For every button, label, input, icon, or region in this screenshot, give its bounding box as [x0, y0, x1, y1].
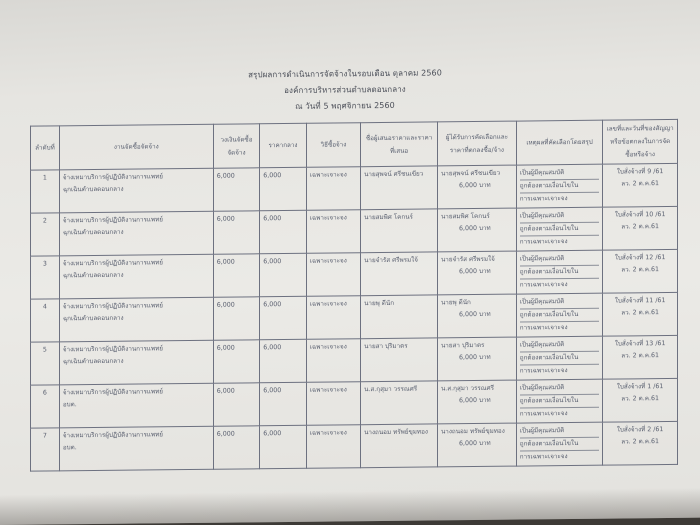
contract-date: ลว. 2 ต.ค.61 [621, 309, 660, 317]
item-line-1: จ้างเหมาบริการผู้ปฏิบัติงานการแพทย์ [62, 259, 163, 268]
reason-line-3: การเฉพาะเจาะจง [519, 453, 568, 461]
row-item [59, 340, 213, 385]
col-header-method: วิธีซื้อจ้าง [306, 123, 360, 168]
reason-line-3: การเฉพาะเจาะจง [519, 410, 568, 418]
row-winner [437, 251, 516, 295]
table-row [31, 421, 678, 471]
row-reason [516, 164, 603, 208]
item-line-2: ฉุกเฉินตำบลดอนกลาง [62, 314, 124, 323]
reason-line-2: ถูกต้องตามเงื่อนไขใน [520, 438, 600, 452]
row-method: เฉพาะเจาะจง [306, 339, 360, 383]
row-bidder: นายสา ปุริมาตร [361, 338, 438, 382]
col-header-price: ราคากลาง [260, 123, 307, 167]
row-reason [516, 336, 603, 380]
winner-amount: 6,000 บาท [458, 439, 491, 448]
row-item [59, 297, 213, 342]
reason-line-1: เป็นผู้มีคุณสมบัติ [520, 382, 600, 396]
winner-name: นายสุพจน์ ศรีชนเขียว [440, 169, 501, 178]
row-bidder: นายสุพจน์ ศรีชนเขียว [361, 166, 438, 210]
row-method: เฉพาะเจาะจง [306, 382, 360, 426]
procurement-table [30, 119, 678, 472]
col-header-budget: วงเงินจัดซื้อจัดจ้าง [213, 124, 260, 168]
reason-line-1: เป็นผู้มีคุณสมบัติ [520, 296, 600, 310]
item-line-2: ฉุกเฉินตำบลดอนกลาง [62, 271, 124, 280]
row-method: เฉพาะเจาะจง [306, 210, 360, 254]
winner-amount: 6,000 บาท [458, 267, 491, 276]
item-line-1: จ้างเหมาบริการผู้ปฏิบัติงานการแพทย์ [62, 216, 163, 225]
row-reason [516, 207, 603, 251]
table-header-row [31, 119, 678, 170]
reason-line-1: เป็นผู้มีคุณสมบัติ [520, 167, 600, 181]
row-number: 2 [31, 213, 60, 256]
row-winner [437, 208, 516, 252]
winner-name: นายพุ ดีนัก [440, 299, 471, 307]
row-number: 3 [31, 256, 60, 299]
table-row [31, 249, 678, 299]
contract-number: ใบสั่งจ้างที่ 10 /61 [614, 211, 666, 219]
row-contract [603, 292, 678, 336]
contract-date: ลว. 2 ต.ค.61 [621, 395, 660, 403]
item-line-2: อบต. [62, 401, 77, 409]
row-bidder: นางถนอม ทรัพย์ขุมทอง [361, 424, 438, 468]
reason-line-3: การเฉพาะเจาะจง [519, 324, 568, 332]
row-price: 6,000 [260, 253, 307, 296]
row-bidder: นายจำรัส ศรีพรมใจ้ [361, 252, 438, 296]
winner-amount: 6,000 บาท [458, 224, 491, 233]
row-reason [516, 379, 603, 423]
reason-line-3: การเฉพาะเจาะจง [519, 367, 568, 375]
contract-number: ใบสั่งจ้างที่ 11 /61 [614, 297, 666, 305]
row-method: เฉพาะเจาะจง [306, 425, 360, 469]
row-contract [603, 378, 678, 422]
document-header [190, 65, 500, 116]
document-title: สรุปผลการดำเนินการจัดจ้างในรอบเดือน ตุลาคม 2560 [248, 68, 442, 80]
item-line-1: จ้างเหมาบริการผู้ปฏิบัติงานการแพทย์ [62, 345, 163, 354]
row-item [59, 254, 213, 299]
row-budget: 6,000 [213, 340, 260, 383]
item-line-1: จ้างเหมาบริการผู้ปฏิบัติงานการแพทย์ [62, 431, 163, 440]
contract-date: ลว. 2 ต.ค.61 [621, 438, 660, 446]
row-bidder: น.ส.กุสุมา วรรณศรี [361, 381, 438, 425]
col-header-reason: เหตุผลที่คัดเลือกโดยสรุป [516, 120, 603, 165]
row-budget: 6,000 [213, 254, 260, 297]
reason-line-2: ถูกต้องตามเงื่อนไขใน [520, 266, 600, 280]
reason-line-1: เป็นผู้มีคุณสมบัติ [520, 339, 600, 353]
winner-name: นางถนอม ทรัพย์ขุมทอง [440, 427, 505, 436]
item-line-1: จ้างเหมาบริการผู้ปฏิบัติงานการแพทย์ [62, 173, 163, 182]
organization-name: องค์การบริหารส่วนตำบลดอนกลาง [284, 84, 406, 96]
col-header-winner: ผู้ได้รับการคัดเลือกและราคาที่ตกลงซื้อ/จ้าง [437, 121, 516, 166]
row-price: 6,000 [260, 210, 307, 253]
row-number: 1 [31, 170, 60, 213]
report-date: ณ วันที่ 5 พฤศจิกายน 2560 [295, 100, 395, 111]
contract-date: ลว. 2 ต.ค.61 [621, 180, 660, 188]
reason-line-2: ถูกต้องตามเงื่อนไขใน [520, 309, 600, 323]
table-row [31, 378, 678, 428]
row-number: 4 [31, 299, 60, 342]
row-reason [516, 293, 603, 337]
table-row [31, 335, 678, 385]
winner-amount: 6,000 บาท [458, 353, 491, 362]
reason-line-1: เป็นผู้มีคุณสมบัติ [520, 210, 600, 224]
col-header-contract: เลขที่และวันที่ของสัญญาหรือข้อตกลงในการจัดซื้อหรือจ้าง [603, 119, 678, 164]
contract-number: ใบสั่งจ้างที่ 2 /61 [616, 426, 664, 434]
winner-name: นายจำรัส ศรีพรมใจ้ [440, 255, 495, 264]
row-reason [516, 422, 603, 466]
row-price: 6,000 [260, 425, 307, 468]
contract-number: ใบสั่งจ้างที่ 1 /61 [616, 383, 664, 391]
winner-name: นายสมพิศ โคกนร์ [440, 212, 490, 221]
reason-line-3: การเฉพาะเจาะจง [519, 195, 568, 203]
row-number: 6 [31, 385, 60, 428]
winner-name: นายสา ปุริมาตร [440, 341, 485, 350]
reason-line-1: เป็นผู้มีคุณสมบัติ [520, 425, 600, 439]
table-row [31, 292, 678, 342]
item-line-2: ฉุกเฉินตำบลดอนกลาง [62, 357, 124, 366]
row-method: เฉพาะเจาะจง [306, 253, 360, 297]
item-line-2: ฉุกเฉินตำบลดอนกลาง [62, 185, 124, 194]
row-winner [437, 294, 516, 338]
row-reason [516, 250, 603, 294]
contract-date: ลว. 2 ต.ค.61 [621, 223, 660, 231]
reason-line-2: ถูกต้องตามเงื่อนไขใน [520, 223, 600, 237]
item-line-2: อบต. [62, 444, 77, 452]
item-line-1: จ้างเหมาบริการผู้ปฏิบัติงานการแพทย์ [62, 388, 163, 397]
row-budget: 6,000 [213, 211, 260, 254]
row-item [59, 426, 213, 471]
row-budget: 6,000 [213, 426, 260, 469]
row-method: เฉพาะเจาะจง [306, 167, 360, 211]
col-header-no: ลำดับที่ [31, 126, 60, 170]
table-row [31, 163, 678, 213]
row-method: เฉพาะเจาะจง [306, 296, 360, 340]
reason-line-1: เป็นผู้มีคุณสมบัติ [520, 253, 600, 267]
row-item [59, 211, 213, 256]
row-item [59, 168, 213, 213]
col-header-bidder: ชื่อผู้เสนอราคาและราคาที่เสนอ [361, 122, 438, 167]
row-winner [437, 423, 516, 467]
contract-number: ใบสั่งจ้างที่ 9 /61 [616, 168, 664, 176]
row-winner [437, 165, 516, 209]
reason-line-2: ถูกต้องตามเงื่อนไขใน [520, 180, 600, 194]
row-price: 6,000 [260, 296, 307, 339]
row-budget: 6,000 [213, 297, 260, 340]
row-bidder: นายสมพิศ โคกนร์ [361, 209, 438, 253]
procurement-table-wrapper [30, 119, 678, 472]
page-shadow [0, 488, 700, 525]
table-row [31, 206, 678, 256]
row-winner [437, 337, 516, 381]
winner-amount: 6,000 บาท [458, 396, 491, 405]
contract-number: ใบสั่งจ้างที่ 12 /61 [614, 254, 666, 262]
row-price: 6,000 [260, 382, 307, 425]
row-contract [603, 421, 678, 465]
row-winner [437, 380, 516, 424]
row-contract [603, 206, 678, 250]
winner-name: น.ส.กุสุมา วรรณศรี [440, 384, 495, 393]
row-contract [603, 249, 678, 293]
contract-date: ลว. 2 ต.ค.61 [621, 352, 660, 360]
reason-line-3: การเฉพาะเจาะจง [519, 238, 568, 246]
row-item [59, 383, 213, 428]
reason-line-3: การเฉพาะเจาะจง [519, 281, 568, 289]
row-number: 5 [31, 342, 60, 385]
row-number: 7 [31, 428, 60, 471]
contract-date: ลว. 2 ต.ค.61 [621, 266, 660, 274]
item-line-1: จ้างเหมาบริการผู้ปฏิบัติงานการแพทย์ [62, 302, 163, 311]
row-bidder: นายพุ ดีนัก [361, 295, 438, 339]
row-price: 6,000 [260, 167, 307, 210]
row-price: 6,000 [260, 339, 307, 382]
contract-number: ใบสั่งจ้างที่ 13 /61 [614, 340, 666, 348]
winner-amount: 6,000 บาท [458, 181, 491, 190]
winner-amount: 6,000 บาท [458, 310, 491, 319]
row-contract [603, 163, 678, 207]
col-header-item: งานจัดซื้อจัดจ้าง [59, 124, 213, 170]
row-budget: 6,000 [213, 168, 260, 211]
reason-line-2: ถูกต้องตามเงื่อนไขใน [520, 352, 600, 366]
row-contract [603, 335, 678, 379]
reason-line-2: ถูกต้องตามเงื่อนไขใน [520, 395, 600, 409]
item-line-2: ฉุกเฉินตำบลดอนกลาง [62, 228, 124, 237]
row-budget: 6,000 [213, 383, 260, 426]
